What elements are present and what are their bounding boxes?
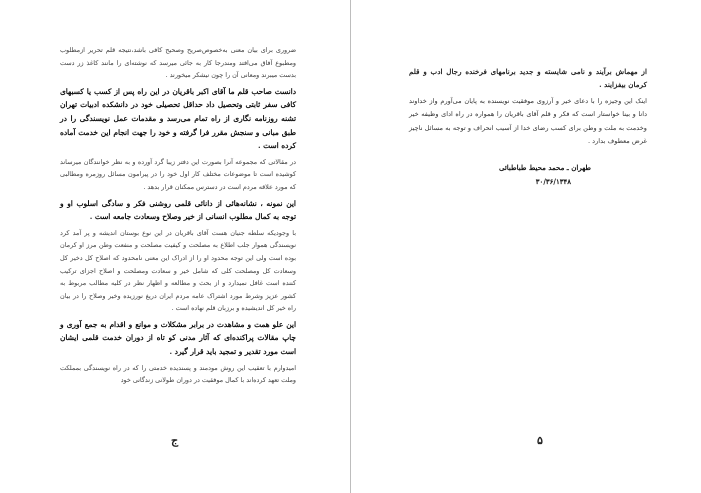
signature-name: طهران ـ محمد محیط طباطبائی bbox=[499, 162, 591, 172]
left-page bbox=[0, 0, 350, 493]
signature-date: ۳۰/۳۶/۱۳۴۸ bbox=[535, 176, 571, 186]
paragraph: در مقالاتی که مجموعه آنرا بصورت این دفتر زیبا گرد آورده و به نظر خوانندگان میرساند کوشیده است تا موضوعات مختلف کار اول خود را در پیرامون مسائل روزمره ومطالبی که مورد علاقه مردم است در دسترس ممکنان قرار بدهد . bbox=[60, 157, 296, 191]
signature bbox=[409, 161, 647, 189]
paragraph: ضروری برای بیان معنی به‌خصوص‌صریح وصحیح کافی باشد،نتیجه قلم تحریر ازمطلوب ومطبوع آفاق می‌افتد ومندرجا کار به جائی میرسد که نوشته‌ای را مانند کاغذ زر دست بدست میبرند ومعانی آن را چون نیشکر میخورند . bbox=[60, 46, 296, 80]
right-page-text bbox=[409, 66, 647, 189]
page-number: ج bbox=[171, 434, 179, 447]
paragraph-bold: این نمونه ، نشانه‌هائی از دانائی قلمی روشنی فکر و سادگی اسلوب او و توجه به کمال مطلوب انسانی از خیر وصلاح وسعادت جامعه است . bbox=[60, 198, 296, 222]
paragraph: امیدوارم با تعقیب این روش مودمند و پسندیده خدمتی را که در راه نویسندگی بمملکت وملت تعهد کرده‌اند با کمال موفقیت در دوران طولانی زندگانی خود bbox=[60, 363, 296, 385]
intro-paragraph: از مهماش برآیند و نامی شایسته و جدید برنامهای فرخنده رجال ادب و قلم کرمان بیفزایند . bbox=[409, 67, 647, 89]
body-paragraph: اینک این وجیزه را با دعای خیر و آرزوی موفقیت نویسنده به پایان می‌آورم واز خداوند دانا و بینا خواستار است که فکر و قلم آقای باقریان را همواره در راه ادای وظیفه خیر وخدمت به ملت و وطن برای کسب رضای خدا از آسیب انحراف و توجه به مسائل ناچیز غرض معطوف بدارد . bbox=[409, 96, 647, 146]
paragraph-bold: دانست صاحب قلم ما آقای اکبر باقریان در این راه پس از کسب یا کسبهای کافی سفر ثابتی وتحصیل داد حداقل تحصیلی خود در دانشکده ادبیات تهران تشنه روزنامه نگاری از راه تمام می‌رسد و مقدمات عمل نویسندگی را در طبق مبانی و سنجش مقرر فرا گرفته و خود را جهت انجام این خدمت آماده کرده است . bbox=[60, 86, 296, 151]
paragraph: با وجودیکه سلطه جنیان هست آقای باقریان در این نوع بوستان اندیشه و پر آمد کرد نویسندگی هموار جلب اطلاع به مصلحت و کیفیت مصلحت و منفعت وطن مرز او کرمان بوده است ولی این توجه محدود او را از ادراک این معنی نامحدود که اصلاح کل دخیر کل وسعادت کل ومصلحت کلی که شامل خیر و سعادت ومصلحت و اصلاح اجزای ترکیب کننده است غافل نمیدارد و از بحث و مطالعه و اظهار نظر در کلیه مطالب مربوط به کشور عزیز وشرط مورد اشتراک عامه مردم ایران دریغ نورزیده وخیر وصلاح را در بیان راه خیر کل اندیشیده و برزبان قلم نهاده است . bbox=[60, 228, 296, 313]
left-page-text bbox=[60, 44, 296, 387]
right-page bbox=[351, 0, 701, 493]
paragraph-bold: این علو همت و مشاهدت در برابر مشکلات و موانع و اقدام به جمع آوری و چاپ مقالات پراکنده‌ای که آثار مدنی کو تاه از دوران خدمت قلمی ایشان است مورد تقدیر و تمجید باید قرار گیرد . bbox=[60, 319, 296, 357]
page-number: ۵ bbox=[537, 434, 543, 447]
